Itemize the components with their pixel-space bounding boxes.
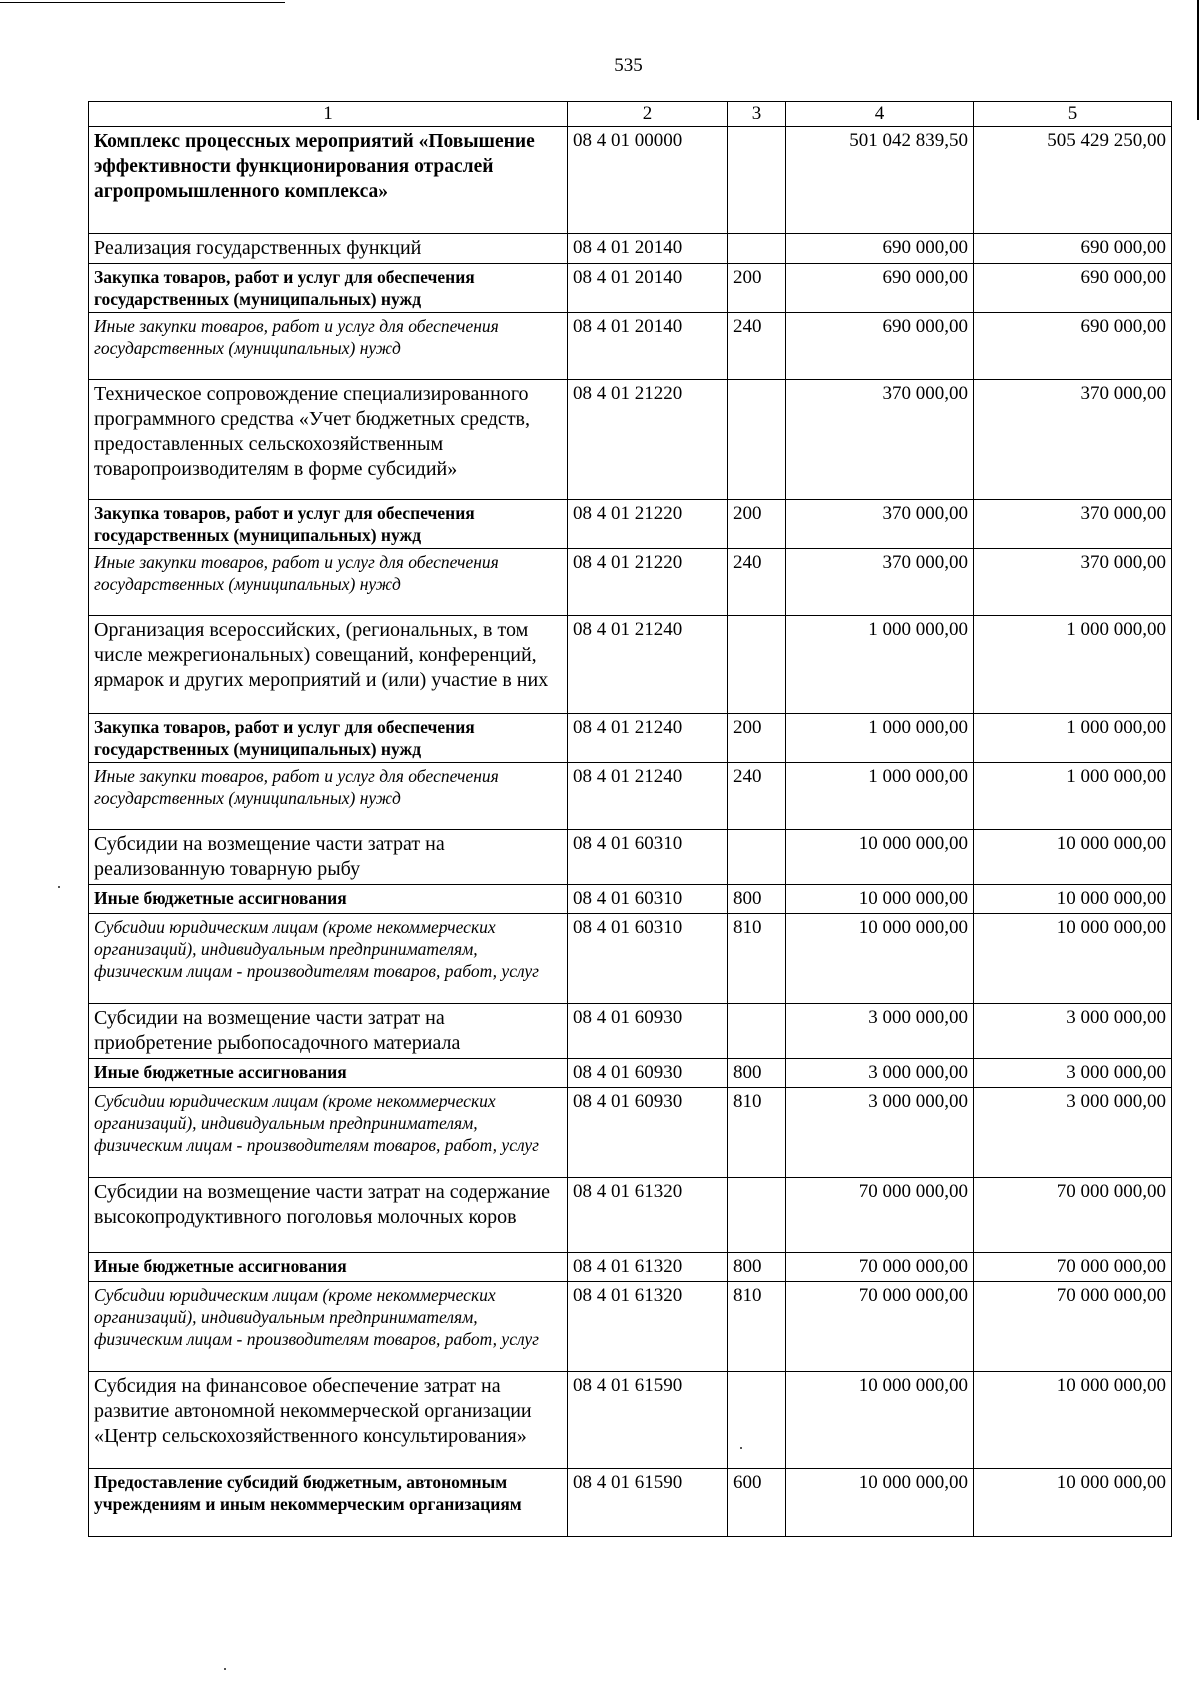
- page-number: 535: [614, 55, 643, 76]
- table-row: [89, 234, 1172, 264]
- table-row: [89, 127, 1172, 234]
- row-name-cell: Закупка товаров, работ и услуг для обеспечения государственных (муниципальных) нужд: [89, 500, 568, 549]
- row-name-cell: Иные закупки товаров, работ и услуг для обеспечения государственных (муниципальных) нужд: [89, 549, 568, 616]
- row-type-cell: 200: [728, 500, 786, 549]
- row-type-cell: 810: [728, 914, 786, 1004]
- row-code-cell: 08 4 01 20140: [568, 234, 728, 264]
- row-code-cell: 08 4 01 61590: [568, 1469, 728, 1537]
- row-sum2-cell: 10 000 000,00: [974, 1469, 1172, 1537]
- row-sum1-cell: 10 000 000,00: [786, 885, 974, 914]
- header-cell-col2: 2: [568, 102, 728, 127]
- row-name-cell: Закупка товаров, работ и услуг для обеспечения государственных (муниципальных) нужд: [89, 714, 568, 763]
- row-sum2-cell: 370 000,00: [974, 380, 1172, 500]
- row-sum1-cell: 3 000 000,00: [786, 1004, 974, 1059]
- row-name-cell: Предоставление субсидий бюджетным, автономным учреждениям и иным некоммерческим организациям: [89, 1469, 568, 1537]
- table-row: [89, 1004, 1172, 1059]
- row-sum2-cell: 690 000,00: [974, 234, 1172, 264]
- table-row: [89, 1178, 1172, 1253]
- row-code-cell: 08 4 01 60310: [568, 914, 728, 1004]
- row-sum2-cell: 505 429 250,00: [974, 127, 1172, 234]
- row-type-cell: 200: [728, 264, 786, 313]
- row-name-cell: Субсидии на возмещение части затрат на содержание высокопродуктивного поголовья молочных коров: [89, 1178, 568, 1253]
- row-sum2-cell: 70 000 000,00: [974, 1178, 1172, 1253]
- row-name-cell: Субсидия на финансовое обеспечение затрат на развитие автономной некоммерческой организации «Центр сельскохозяйственного консультирования»: [89, 1372, 568, 1469]
- row-type-cell: [728, 830, 786, 885]
- row-sum1-cell: 370 000,00: [786, 500, 974, 549]
- row-type-cell: 200: [728, 714, 786, 763]
- row-type-cell: 240: [728, 549, 786, 616]
- row-type-cell: 600: [728, 1469, 786, 1537]
- scan-speck: [58, 886, 60, 888]
- row-code-cell: 08 4 01 61320: [568, 1178, 728, 1253]
- table-row: [89, 1372, 1172, 1469]
- row-name-cell: Комплекс процессных мероприятий «Повышение эффективности функционирования отраслей агропромышленного комплекса»: [89, 127, 568, 234]
- row-sum1-cell: 501 042 839,50: [786, 127, 974, 234]
- table-row: [89, 830, 1172, 885]
- header-cell-col4: 4: [786, 102, 974, 127]
- row-sum1-cell: 690 000,00: [786, 264, 974, 313]
- row-sum1-cell: 690 000,00: [786, 234, 974, 264]
- row-code-cell: 08 4 01 21240: [568, 763, 728, 830]
- row-name-cell: Иные бюджетные ассигнования: [89, 885, 568, 914]
- row-sum1-cell: 10 000 000,00: [786, 914, 974, 1004]
- row-name-cell: Иные бюджетные ассигнования: [89, 1059, 568, 1088]
- row-type-cell: [728, 1372, 786, 1469]
- row-sum1-cell: 370 000,00: [786, 380, 974, 500]
- row-sum1-cell: 10 000 000,00: [786, 830, 974, 885]
- row-code-cell: 08 4 01 61320: [568, 1253, 728, 1282]
- row-sum1-cell: 70 000 000,00: [786, 1178, 974, 1253]
- table-row: [89, 1088, 1172, 1178]
- table-row: [89, 549, 1172, 616]
- row-name-cell: Субсидии на возмещение части затрат на реализованную товарную рыбу: [89, 830, 568, 885]
- row-code-cell: 08 4 01 60930: [568, 1088, 728, 1178]
- row-sum1-cell: 690 000,00: [786, 313, 974, 380]
- row-sum1-cell: 1 000 000,00: [786, 616, 974, 714]
- table-row: [89, 714, 1172, 763]
- table-row: [89, 1253, 1172, 1282]
- table-row: [89, 1059, 1172, 1088]
- row-sum2-cell: 370 000,00: [974, 549, 1172, 616]
- table-row: [89, 1282, 1172, 1372]
- row-code-cell: 08 4 01 60310: [568, 830, 728, 885]
- row-name-cell: Реализация государственных функций: [89, 234, 568, 264]
- row-name-cell: Иные бюджетные ассигнования: [89, 1253, 568, 1282]
- row-sum2-cell: 10 000 000,00: [974, 914, 1172, 1004]
- row-sum2-cell: 370 000,00: [974, 500, 1172, 549]
- table-row: [89, 264, 1172, 313]
- row-sum2-cell: 690 000,00: [974, 264, 1172, 313]
- row-code-cell: 08 4 01 61320: [568, 1282, 728, 1372]
- table-body: [89, 102, 1172, 1537]
- row-sum2-cell: 690 000,00: [974, 313, 1172, 380]
- row-code-cell: 08 4 01 61590: [568, 1372, 728, 1469]
- row-type-cell: 800: [728, 885, 786, 914]
- row-sum1-cell: 1 000 000,00: [786, 763, 974, 830]
- table-row: [89, 1469, 1172, 1537]
- row-code-cell: 08 4 01 21240: [568, 714, 728, 763]
- row-type-cell: 240: [728, 313, 786, 380]
- row-name-cell: Закупка товаров, работ и услуг для обеспечения государственных (муниципальных) нужд: [89, 264, 568, 313]
- header-cell-col3: 3: [728, 102, 786, 127]
- row-name-cell: Иные закупки товаров, работ и услуг для обеспечения государственных (муниципальных) нужд: [89, 763, 568, 830]
- row-sum2-cell: 1 000 000,00: [974, 763, 1172, 830]
- table-row: [89, 885, 1172, 914]
- row-sum2-cell: 10 000 000,00: [974, 830, 1172, 885]
- table-row: [89, 616, 1172, 714]
- row-code-cell: 08 4 01 21240: [568, 616, 728, 714]
- table-row: [89, 313, 1172, 380]
- row-type-cell: 800: [728, 1253, 786, 1282]
- row-name-cell: Субсидии юридическим лицам (кроме некоммерческих организаций), индивидуальным предпринимателям, физическим лицам - производителям товаров, работ, услуг: [89, 1282, 568, 1372]
- row-name-cell: Субсидии на возмещение части затрат на приобретение рыбопосадочного материала: [89, 1004, 568, 1059]
- row-sum1-cell: 1 000 000,00: [786, 714, 974, 763]
- header-cell-col1: 1: [89, 102, 568, 127]
- table-row: [89, 380, 1172, 500]
- row-sum2-cell: 3 000 000,00: [974, 1004, 1172, 1059]
- row-sum2-cell: 1 000 000,00: [974, 714, 1172, 763]
- row-sum2-cell: 1 000 000,00: [974, 616, 1172, 714]
- row-sum2-cell: 70 000 000,00: [974, 1282, 1172, 1372]
- row-code-cell: 08 4 01 21220: [568, 380, 728, 500]
- row-sum2-cell: 3 000 000,00: [974, 1088, 1172, 1178]
- budget-table: [88, 101, 1172, 1537]
- row-type-cell: 810: [728, 1088, 786, 1178]
- row-type-cell: [728, 127, 786, 234]
- table-row: [89, 763, 1172, 830]
- row-sum2-cell: 10 000 000,00: [974, 885, 1172, 914]
- row-type-cell: [728, 1004, 786, 1059]
- row-code-cell: 08 4 01 60930: [568, 1059, 728, 1088]
- row-name-cell: Субсидии юридическим лицам (кроме некоммерческих организаций), индивидуальным предпринимателям, физическим лицам - производителям товаров, работ, услуг: [89, 914, 568, 1004]
- row-type-cell: 800: [728, 1059, 786, 1088]
- row-sum2-cell: 3 000 000,00: [974, 1059, 1172, 1088]
- row-name-cell: Субсидии юридическим лицам (кроме некоммерческих организаций), индивидуальным предпринимателям, физическим лицам - производителям товаров, работ, услуг: [89, 1088, 568, 1178]
- row-name-cell: Иные закупки товаров, работ и услуг для обеспечения государственных (муниципальных) нужд: [89, 313, 568, 380]
- row-sum2-cell: 70 000 000,00: [974, 1253, 1172, 1282]
- row-sum2-cell: 10 000 000,00: [974, 1372, 1172, 1469]
- row-code-cell: 08 4 01 60930: [568, 1004, 728, 1059]
- row-sum1-cell: 70 000 000,00: [786, 1282, 974, 1372]
- row-sum1-cell: 3 000 000,00: [786, 1059, 974, 1088]
- row-sum1-cell: 70 000 000,00: [786, 1253, 974, 1282]
- row-type-cell: [728, 1178, 786, 1253]
- row-code-cell: 08 4 01 00000: [568, 127, 728, 234]
- row-sum1-cell: 10 000 000,00: [786, 1469, 974, 1537]
- header-cell-col5: 5: [974, 102, 1172, 127]
- row-code-cell: 08 4 01 21220: [568, 549, 728, 616]
- scan-edge-top: [0, 2, 285, 3]
- table-row: [89, 914, 1172, 1004]
- row-name-cell: Техническое сопровождение специализированного программного средства «Учет бюджетных средств, предоставленных сельскохозяйственным товаропроизводителям в форме субсидий»: [89, 380, 568, 500]
- scan-speck: [224, 1668, 226, 1670]
- row-code-cell: 08 4 01 20140: [568, 313, 728, 380]
- row-code-cell: 08 4 01 21220: [568, 500, 728, 549]
- table-header-row: [89, 102, 1172, 127]
- row-type-cell: [728, 380, 786, 500]
- row-type-cell: 240: [728, 763, 786, 830]
- row-type-cell: 810: [728, 1282, 786, 1372]
- row-type-cell: [728, 616, 786, 714]
- row-code-cell: 08 4 01 60310: [568, 885, 728, 914]
- row-sum1-cell: 3 000 000,00: [786, 1088, 974, 1178]
- row-type-cell: [728, 234, 786, 264]
- table-row: [89, 500, 1172, 549]
- row-code-cell: 08 4 01 20140: [568, 264, 728, 313]
- row-sum1-cell: 370 000,00: [786, 549, 974, 616]
- row-name-cell: Организация всероссийских, (региональных, в том числе межрегиональных) совещаний, конференций, ярмарок и других мероприятий и (или) участие в них: [89, 616, 568, 714]
- row-sum1-cell: 10 000 000,00: [786, 1372, 974, 1469]
